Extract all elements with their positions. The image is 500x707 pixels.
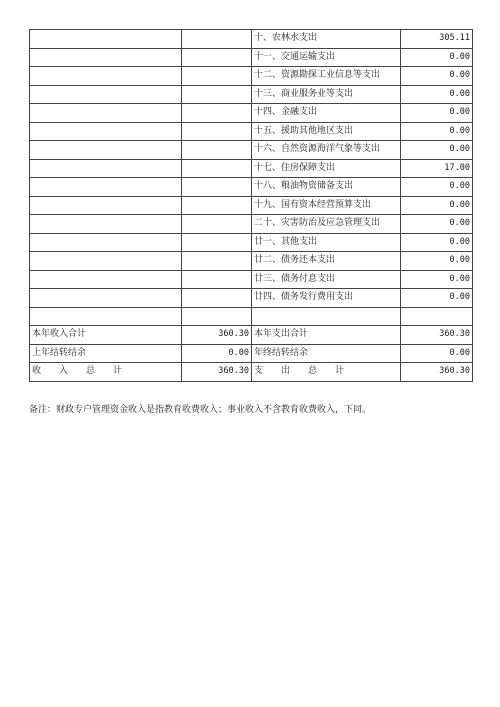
empty-cell bbox=[30, 104, 182, 123]
income-total-label: 本年收入合计 bbox=[30, 326, 182, 345]
empty-cell bbox=[182, 270, 252, 289]
empty-cell bbox=[182, 67, 252, 86]
expense-item-label: 廿四、债务发行费用支出 bbox=[252, 289, 401, 308]
empty-cell bbox=[30, 215, 182, 234]
expense-item-label: 廿三、债务付息支出 bbox=[252, 270, 401, 289]
empty-cell bbox=[252, 307, 401, 326]
expense-item-label: 十七、住房保障支出 bbox=[252, 159, 401, 178]
expense-item-label: 十六、自然资源海洋气象等支出 bbox=[252, 141, 401, 160]
expense-item-value: 0.00 bbox=[401, 289, 473, 308]
annual-total-row bbox=[30, 326, 473, 345]
expense-item-value: 17.00 bbox=[401, 159, 473, 178]
table-row bbox=[30, 48, 473, 67]
income-total-value: 360.30 bbox=[182, 326, 252, 345]
expense-item-value: 0.00 bbox=[401, 270, 473, 289]
empty-cell bbox=[182, 196, 252, 215]
grand-expense-value: 360.30 bbox=[401, 363, 473, 382]
empty-cell bbox=[30, 178, 182, 197]
expense-rows bbox=[30, 30, 473, 308]
expense-item-value: 0.00 bbox=[401, 122, 473, 141]
empty-cell bbox=[182, 307, 252, 326]
expense-total-label: 本年支出合计 bbox=[252, 326, 401, 345]
expense-item-label: 十四、金融支出 bbox=[252, 104, 401, 123]
empty-cell bbox=[182, 233, 252, 252]
table-row bbox=[30, 270, 473, 289]
expense-item-value: 0.00 bbox=[401, 233, 473, 252]
expense-item-label: 廿一、其他支出 bbox=[252, 233, 401, 252]
table-row bbox=[30, 30, 473, 49]
summary-rows bbox=[30, 307, 473, 381]
empty-cell bbox=[30, 67, 182, 86]
empty-cell bbox=[182, 85, 252, 104]
expense-item-label: 十一、交通运输支出 bbox=[252, 48, 401, 67]
empty-cell bbox=[30, 122, 182, 141]
empty-cell bbox=[30, 141, 182, 160]
expense-item-label: 十八、粮油物资储备支出 bbox=[252, 178, 401, 197]
footnote: 备注：财政专户管理资金收入是指教育收费收入；事业收入不含教育收费收入，下同。 bbox=[29, 405, 372, 415]
expense-item-label: 十二、资源勘探工业信息等支出 bbox=[252, 67, 401, 86]
expense-item-value: 0.00 bbox=[401, 104, 473, 123]
empty-cell bbox=[30, 48, 182, 67]
grand-income-label: 收 入 总 计 bbox=[30, 363, 182, 382]
expense-item-value: 0.00 bbox=[401, 67, 473, 86]
table-row bbox=[30, 67, 473, 86]
empty-cell bbox=[30, 159, 182, 178]
empty-cell bbox=[182, 159, 252, 178]
empty-cell bbox=[30, 270, 182, 289]
empty-cell bbox=[30, 307, 182, 326]
empty-cell bbox=[182, 30, 252, 49]
table-row bbox=[30, 159, 473, 178]
expense-item-value: 0.00 bbox=[401, 48, 473, 67]
expense-item-label: 十、农林水支出 bbox=[252, 30, 401, 49]
table-row bbox=[30, 85, 473, 104]
empty-cell bbox=[30, 233, 182, 252]
empty-cell bbox=[30, 85, 182, 104]
empty-cell bbox=[30, 30, 182, 49]
empty-cell bbox=[401, 307, 473, 326]
grand-total-row bbox=[30, 363, 473, 382]
carryover-in-value: 0.00 bbox=[182, 344, 252, 363]
empty-cell bbox=[30, 252, 182, 271]
expense-total-value: 360.30 bbox=[401, 326, 473, 345]
empty-cell bbox=[182, 104, 252, 123]
expense-item-value: 0.00 bbox=[401, 141, 473, 160]
table-row bbox=[30, 122, 473, 141]
empty-cell bbox=[182, 252, 252, 271]
budget-table bbox=[29, 29, 473, 382]
expense-item-label: 十五、援助其他地区支出 bbox=[252, 122, 401, 141]
grand-income-value: 360.30 bbox=[182, 363, 252, 382]
expense-item-value: 305.11 bbox=[401, 30, 473, 49]
carryover-in-label: 上年结转结余 bbox=[30, 344, 182, 363]
table-row bbox=[30, 141, 473, 160]
blank-row bbox=[30, 307, 473, 326]
expense-item-value: 0.00 bbox=[401, 196, 473, 215]
expense-item-value: 0.00 bbox=[401, 252, 473, 271]
empty-cell bbox=[182, 178, 252, 197]
empty-cell bbox=[182, 122, 252, 141]
table-row bbox=[30, 196, 473, 215]
empty-cell bbox=[30, 196, 182, 215]
expense-item-label: 二十、灾害防治及应急管理支出 bbox=[252, 215, 401, 234]
expense-item-label: 廿二、债务还本支出 bbox=[252, 252, 401, 271]
table-row bbox=[30, 215, 473, 234]
expense-item-value: 0.00 bbox=[401, 215, 473, 234]
empty-cell bbox=[30, 289, 182, 308]
carryover-row bbox=[30, 344, 473, 363]
carryover-out-value: 0.00 bbox=[401, 344, 473, 363]
empty-cell bbox=[182, 289, 252, 308]
empty-cell bbox=[182, 141, 252, 160]
table-row bbox=[30, 289, 473, 308]
grand-expense-label: 支 出 总 计 bbox=[252, 363, 401, 382]
table-row bbox=[30, 104, 473, 123]
empty-cell bbox=[182, 215, 252, 234]
table-row bbox=[30, 233, 473, 252]
expense-item-label: 十三、商业服务业等支出 bbox=[252, 85, 401, 104]
table-row bbox=[30, 178, 473, 197]
empty-cell bbox=[182, 48, 252, 67]
expense-item-label: 十九、国有资本经营预算支出 bbox=[252, 196, 401, 215]
expense-item-value: 0.00 bbox=[401, 85, 473, 104]
carryover-out-label: 年终结转结余 bbox=[252, 344, 401, 363]
expense-item-value: 0.00 bbox=[401, 178, 473, 197]
table-row bbox=[30, 252, 473, 271]
